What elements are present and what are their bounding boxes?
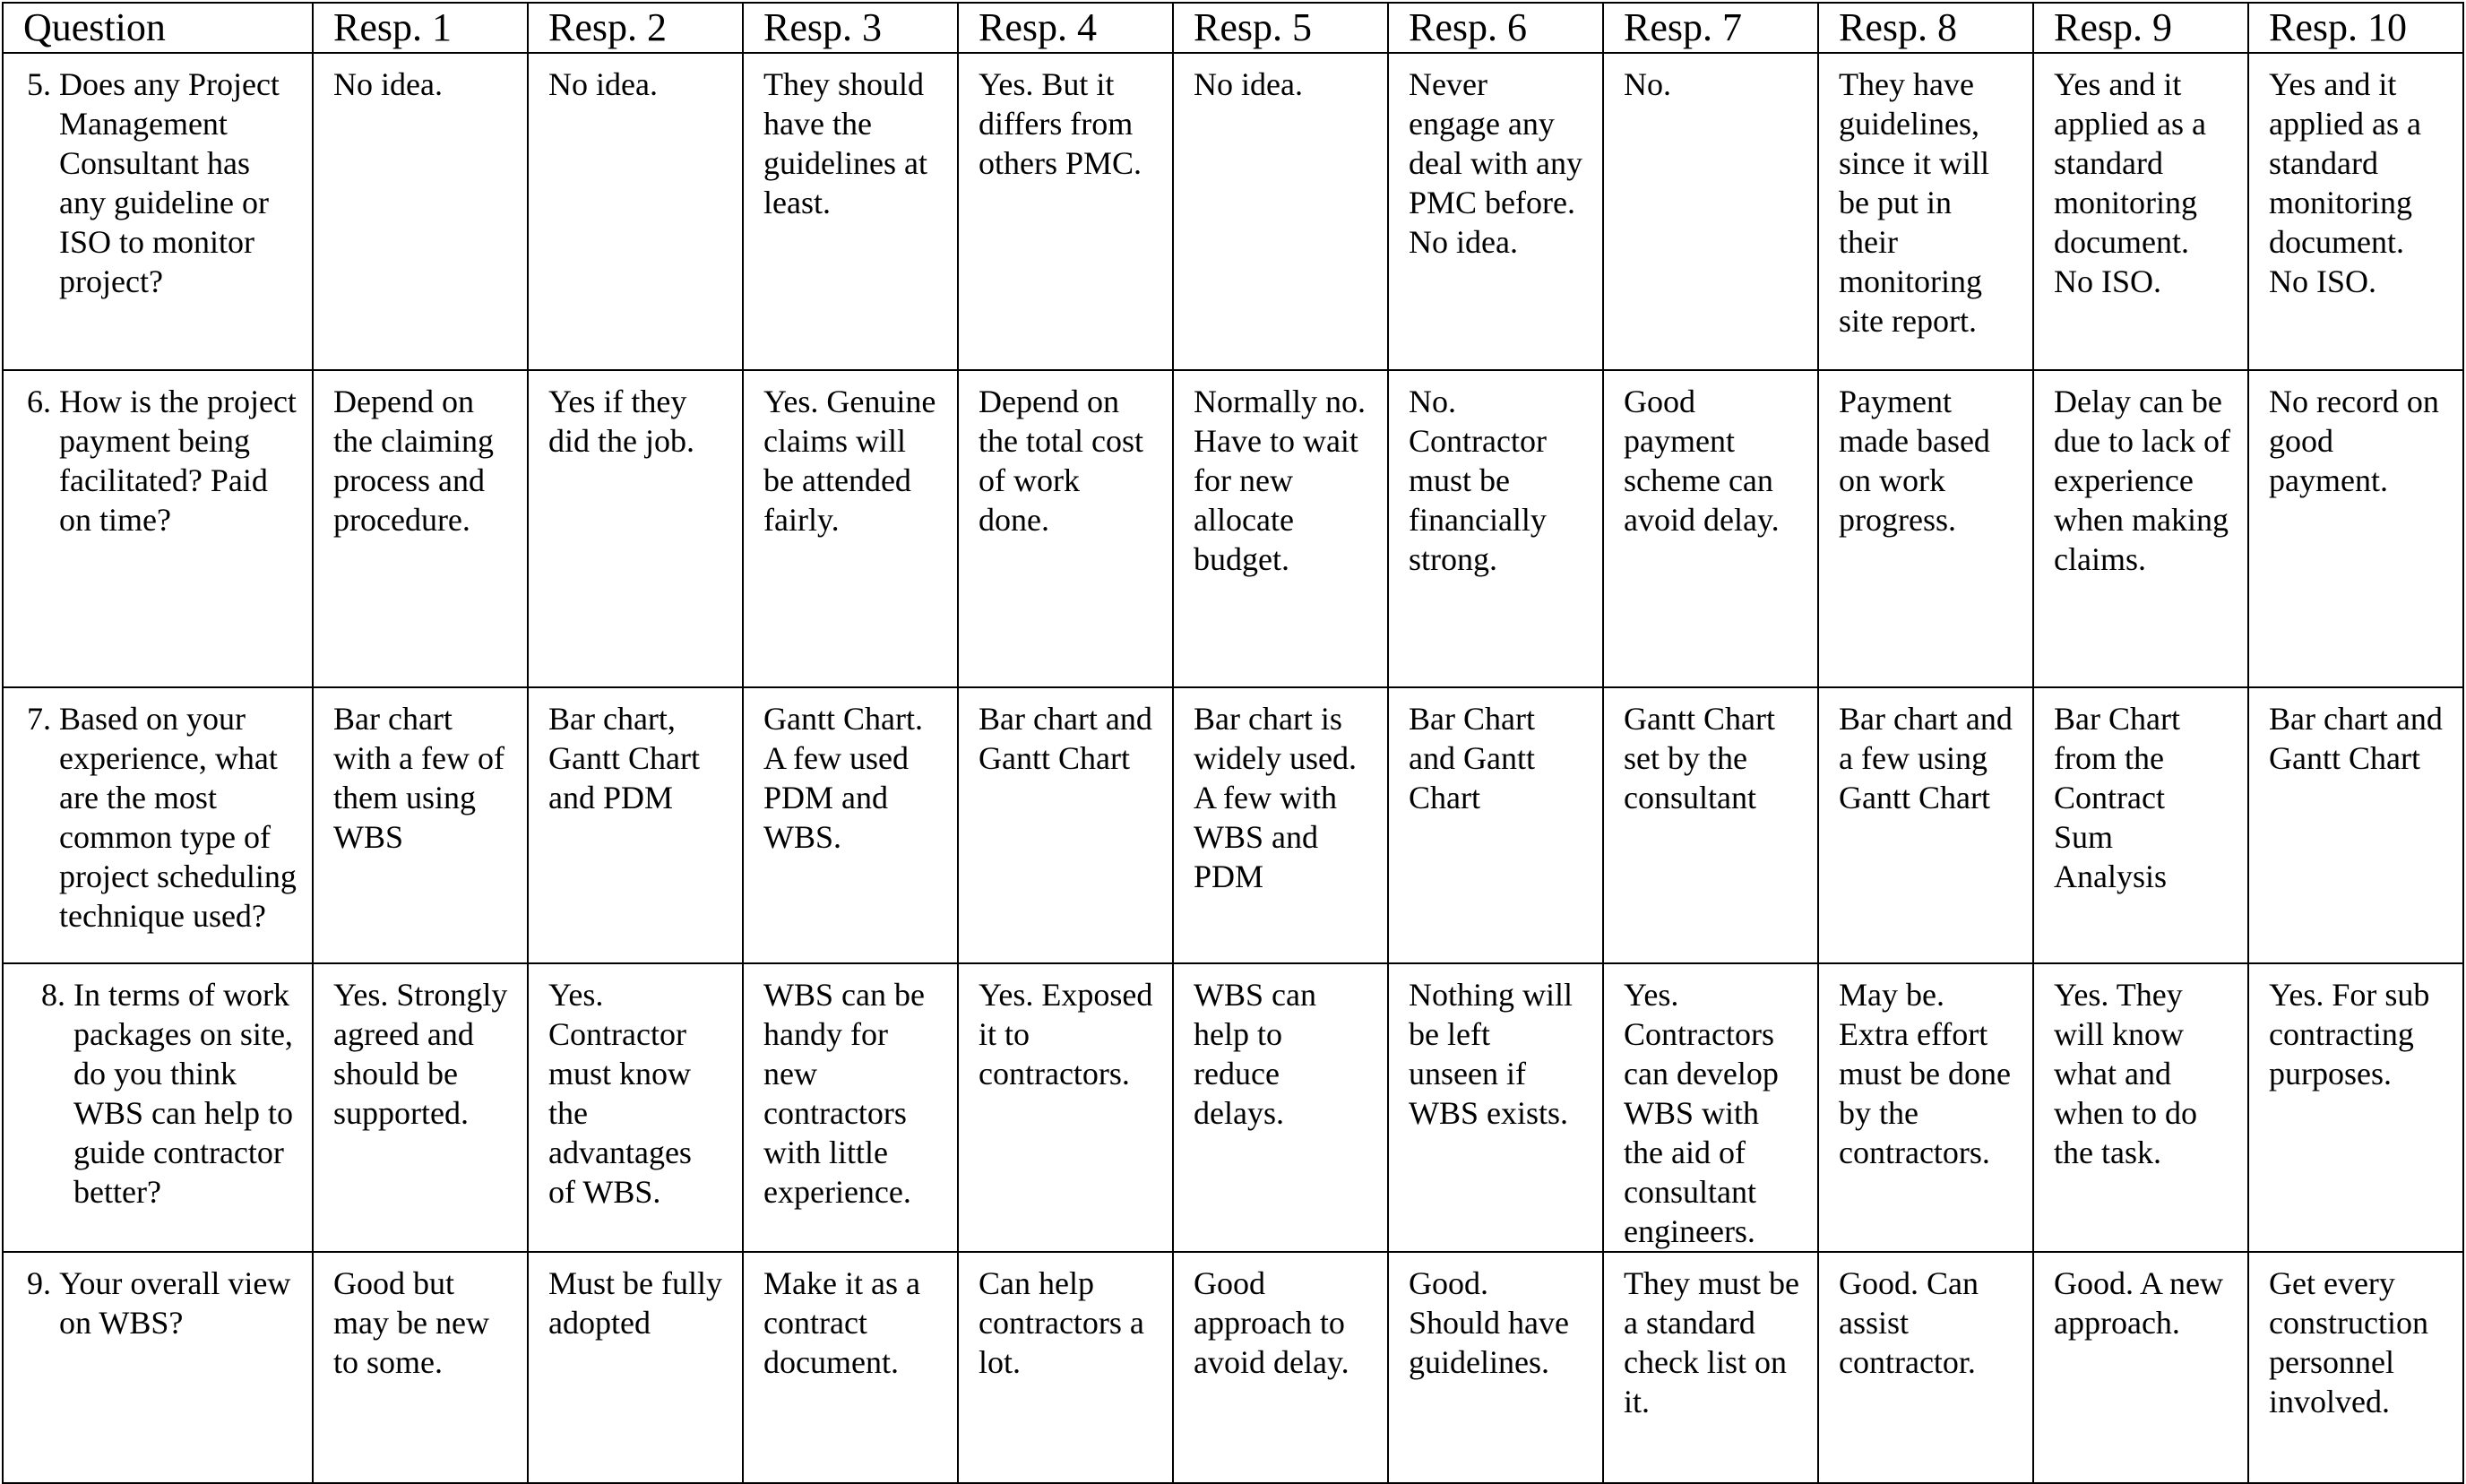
answer-cell: WBS can help to reduce delays. bbox=[1173, 963, 1388, 1252]
answer-cell: Yes. Strongly agreed and should be supported. bbox=[313, 963, 528, 1252]
answer-cell: Bar chart and a few using Gantt Chart bbox=[1818, 687, 2033, 963]
header-resp-2: Resp. 2 bbox=[528, 3, 743, 53]
header-resp-6: Resp. 6 bbox=[1388, 3, 1603, 53]
answer-cell: Depend on the total cost of work done. bbox=[958, 370, 1173, 687]
question-cell bbox=[3, 53, 313, 370]
header-resp-1: Resp. 1 bbox=[313, 3, 528, 53]
question-cell bbox=[3, 687, 313, 963]
header-question: Question bbox=[3, 3, 313, 53]
answer-cell: No. bbox=[1603, 53, 1818, 370]
header-resp-4: Resp. 4 bbox=[958, 3, 1173, 53]
question-number: 9. bbox=[27, 1265, 59, 1301]
question-text: Based on your experience, what are the most common type of project scheduling technique used? bbox=[59, 701, 297, 934]
question-cell bbox=[3, 963, 313, 1252]
answer-cell: Bar Chart from the Contract Sum Analysis bbox=[2033, 687, 2248, 963]
header-row bbox=[3, 3, 2463, 53]
answer-cell: Yes. They will know what and when to do the task. bbox=[2033, 963, 2248, 1252]
question-number: 7. bbox=[27, 701, 59, 737]
answer-cell: No record on good payment. bbox=[2248, 370, 2463, 687]
answer-cell: No. Contractor must be financially strong. bbox=[1388, 370, 1603, 687]
header-resp-5: Resp. 5 bbox=[1173, 3, 1388, 53]
answer-cell: They have guidelines, since it will be put in their monitoring site report. bbox=[1818, 53, 2033, 370]
answer-cell: Yes. But it differs from others PMC. bbox=[958, 53, 1173, 370]
answer-cell: Bar Chart and Gantt Chart bbox=[1388, 687, 1603, 963]
question-cell bbox=[3, 370, 313, 687]
answer-cell: Normally no. Have to wait for new allocate budget. bbox=[1173, 370, 1388, 687]
answer-cell: Yes. Contractors can develop WBS with the aid of consultant engineers. bbox=[1603, 963, 1818, 1252]
answer-cell: Yes and it applied as a standard monitoring document. No ISO. bbox=[2033, 53, 2248, 370]
question-text: Your overall view on WBS? bbox=[59, 1265, 291, 1341]
header-resp-7: Resp. 7 bbox=[1603, 3, 1818, 53]
answer-cell: May be. Extra effort must be done by the contractors. bbox=[1818, 963, 2033, 1252]
answer-cell: Bar chart, Gantt Chart and PDM bbox=[528, 687, 743, 963]
header-resp-8: Resp. 8 bbox=[1818, 3, 2033, 53]
answer-cell: Can help contractors a lot. bbox=[958, 1252, 1173, 1483]
header-resp-3: Resp. 3 bbox=[743, 3, 958, 53]
answer-cell: Good but may be new to some. bbox=[313, 1252, 528, 1483]
answer-cell: Bar chart and Gantt Chart bbox=[958, 687, 1173, 963]
table-row bbox=[3, 53, 2463, 370]
answer-cell: Depend on the claiming process and procedure. bbox=[313, 370, 528, 687]
question-text: In terms of work packages on site, do you think WBS can help to guide contractor better? bbox=[73, 977, 293, 1210]
answer-cell: Must be fully adopted bbox=[528, 1252, 743, 1483]
answer-cell: Good. Can assist contractor. bbox=[1818, 1252, 2033, 1483]
answer-cell: No idea. bbox=[528, 53, 743, 370]
question-text: How is the project payment being facilitated? Paid on time? bbox=[59, 384, 297, 538]
answer-cell: They must be a standard check list on it. bbox=[1603, 1252, 1818, 1483]
header-resp-9: Resp. 9 bbox=[2033, 3, 2248, 53]
answer-cell: No idea. bbox=[313, 53, 528, 370]
question-cell bbox=[3, 1252, 313, 1483]
question-text: Does any Project Management Consultant has any guideline or ISO to monitor project? bbox=[59, 66, 280, 299]
answer-cell: Nothing will be left unseen if WBS exists. bbox=[1388, 963, 1603, 1252]
answer-cell: Gantt Chart set by the consultant bbox=[1603, 687, 1818, 963]
answer-cell: WBS can be handy for new contractors with little experience. bbox=[743, 963, 958, 1252]
answer-cell: Gantt Chart. A few used PDM and WBS. bbox=[743, 687, 958, 963]
table-row bbox=[3, 370, 2463, 687]
answer-cell: Yes. Genuine claims will be attended fairly. bbox=[743, 370, 958, 687]
answer-cell: Delay can be due to lack of experience when making claims. bbox=[2033, 370, 2248, 687]
table-row bbox=[3, 1252, 2463, 1483]
question-number: 8. bbox=[41, 977, 73, 1013]
answer-cell: No idea. bbox=[1173, 53, 1388, 370]
table-row bbox=[3, 963, 2463, 1252]
answer-cell: Yes if they did the job. bbox=[528, 370, 743, 687]
answer-cell: Good payment scheme can avoid delay. bbox=[1603, 370, 1818, 687]
answer-cell: Good. Should have guidelines. bbox=[1388, 1252, 1603, 1483]
survey-responses-table bbox=[2, 2, 2464, 1484]
answer-cell: Good approach to avoid delay. bbox=[1173, 1252, 1388, 1483]
answer-cell: Yes. For sub contracting purposes. bbox=[2248, 963, 2463, 1252]
answer-cell: Yes and it applied as a standard monitoring document. No ISO. bbox=[2248, 53, 2463, 370]
answer-cell: Payment made based on work progress. bbox=[1818, 370, 2033, 687]
answer-cell: Make it as a contract document. bbox=[743, 1252, 958, 1483]
answer-cell: Bar chart and Gantt Chart bbox=[2248, 687, 2463, 963]
header-resp-10: Resp. 10 bbox=[2248, 3, 2463, 53]
question-number: 6. bbox=[27, 384, 59, 419]
answer-cell: Yes. Exposed it to contractors. bbox=[958, 963, 1173, 1252]
answer-cell: Bar chart is widely used. A few with WBS and PDM bbox=[1173, 687, 1388, 963]
answer-cell: Bar chart with a few of them using WBS bbox=[313, 687, 528, 963]
answer-cell: Never engage any deal with any PMC before. No idea. bbox=[1388, 53, 1603, 370]
answer-cell: Good. A new approach. bbox=[2033, 1252, 2248, 1483]
answer-cell: They should have the guidelines at least. bbox=[743, 53, 958, 370]
answer-cell: Yes. Contractor must know the advantages of WBS. bbox=[528, 963, 743, 1252]
question-number: 5. bbox=[27, 66, 59, 102]
table-row bbox=[3, 687, 2463, 963]
answer-cell: Get every construction personnel involved. bbox=[2248, 1252, 2463, 1483]
